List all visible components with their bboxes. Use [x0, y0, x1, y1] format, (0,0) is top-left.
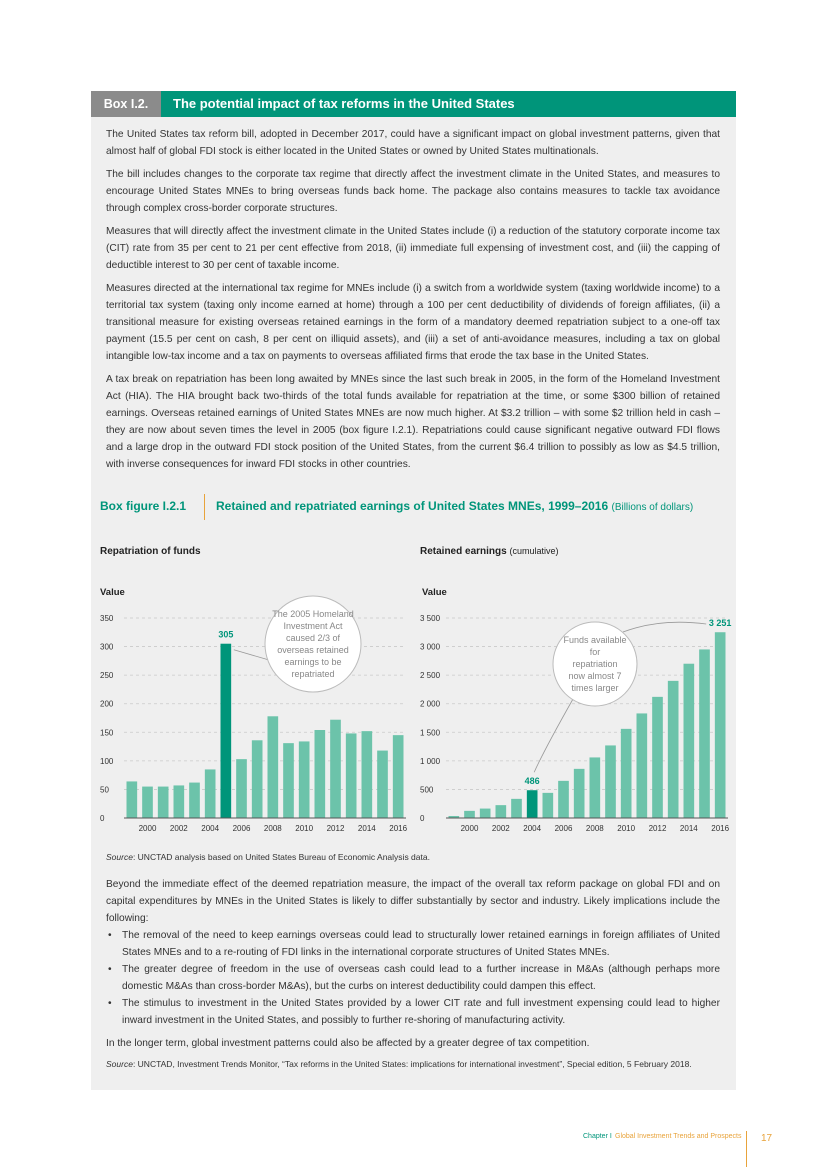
bar-2010 — [299, 741, 310, 818]
callout-text-line: Investment Act — [283, 621, 343, 631]
footer-chapter-title: Global Investment Trends and Prospects — [615, 1133, 742, 1140]
figure-label: Box figure I.2.1 — [100, 499, 187, 513]
footer-chapter-label: Chapter I — [583, 1133, 612, 1140]
bar-2012 — [330, 720, 341, 818]
bar-2014 — [684, 664, 695, 818]
bar-2011 — [315, 730, 326, 818]
x-tick-label: 2004 — [523, 824, 542, 833]
paragraph: The United States tax reform bill, adopted in December 2017, could have a significant impact on global investment patterns, given that almost half of global FDI stock is either located in the United States or owned by United States multinationals. — [106, 129, 720, 157]
bar-2000 — [142, 787, 153, 818]
figure-title — [216, 499, 693, 513]
bar-2011 — [637, 713, 648, 818]
x-tick-label: 2014 — [357, 824, 376, 833]
x-tick-label: 2000 — [138, 824, 157, 833]
implications-list — [106, 927, 720, 1029]
chart-left-title — [100, 546, 201, 557]
data-label: 3 251 — [708, 618, 732, 629]
data-label: 486 — [524, 776, 540, 787]
data-label: 305 — [218, 629, 234, 640]
box-intro-text — [106, 126, 720, 479]
x-tick-label: 2006 — [232, 824, 251, 833]
page-number: 17 — [761, 1133, 773, 1144]
list-item: • The removal of the need to keep earnings overseas could lead to structurally lower retained earnings in foreign affiliates of United States MNEs and to a re-routing of FDI links in the international corporate structures of United States MNEs. — [106, 927, 720, 961]
bar-2013 — [668, 681, 679, 818]
bar-2006 — [558, 781, 569, 818]
y-tick-label: 100 — [100, 756, 114, 766]
paragraph: A tax break on repatriation has been long awaited by MNEs since the last such break in 2005, in the form of the Homeland Investment Act (HIA). The HIA brought back two-thirds of the total funds available for repatriation at the time, or some $300 billion of retained earnings. Overseas retained earnings of United States MNEs are now much higher. At $3.2 trillion – with some $2 trillion held in cash – they are now about seven times the level in 2005 (box figure I.2.1). Repatriations could cause significant negative outward FDI flows and a large drop in the outward FDI stock position of the United States, from the current $6.4 trillion to possibly as low as $4.5 trillion, with inverse consequences for inward FDI stocks in other countries. — [106, 374, 720, 470]
x-tick-label: 2010 — [295, 824, 314, 833]
callout-text-line: times larger — [571, 683, 619, 693]
figure-unit: (Billions of dollars) — [611, 502, 694, 513]
bar-2005 — [221, 644, 232, 818]
bar-2008 — [590, 757, 601, 818]
callout-text-line: The 2005 Homeland — [272, 609, 354, 619]
bar-2002 — [174, 785, 185, 818]
bar-2002 — [496, 805, 507, 818]
y-tick-label: 50 — [100, 785, 109, 795]
y-tick-label: 350 — [100, 614, 114, 623]
callout-text-line: earnings to be — [284, 657, 342, 667]
paragraph: Measures directed at the international tax regime for MNEs include (i) a switch from a worldwide system (taxing worldwide income) to a territorial tax system (taxing only income earned at home) through a 100 per cent deductibility of dividends of foreign affiliates, (ii) a transitional measure for existing overseas retained earnings in the form of a mandatory deemed repatriation subject to a one-off tax payment (15.5 per cent on cash, 8 per cent on illiquid assets), and (iii) a set of anti-avoidance measures, including a tax on global intangible low-tax income and a tax on payments to overseas affiliated firms that erode the tax base in the United States. — [106, 283, 720, 362]
bar-2007 — [574, 769, 585, 818]
figure-title-bar — [100, 494, 730, 520]
box-label: Box I.2. — [91, 91, 161, 117]
bar-2004 — [205, 769, 216, 818]
bar-2003 — [189, 783, 200, 818]
bar-2004 — [527, 790, 538, 818]
bar-2009 — [283, 743, 294, 818]
bar-2006 — [236, 759, 247, 818]
x-tick-label: 2002 — [169, 824, 188, 833]
bar-2008 — [268, 716, 279, 818]
y-tick-label: 3 500 — [420, 614, 441, 623]
chart-right-title-text: Retained earnings — [420, 546, 507, 557]
chart-left-title-text: Repatriation of funds — [100, 546, 201, 557]
y-tick-label: 1 500 — [420, 728, 441, 738]
y-tick-label: 300 — [100, 642, 114, 652]
bar-2014 — [362, 731, 373, 818]
x-tick-label: 2016 — [711, 824, 730, 833]
list-item: • The stimulus to investment in the United States provided by a lower CIT rate and full investment expensing could lead to higher inward investment in the United States, and possibly to further re-shoring of manufacturing activity. — [106, 995, 720, 1029]
paragraph: Measures that will directly affect the investment climate in the United States include (i) a reduction of the statutory corporate income tax (CIT) rate from 35 per cent to 21 per cent effective from 2018, (ii) immediate full expensing of investment cost, and (iii) the capping of deductible interest to 30 per cent of taxable income. — [106, 226, 720, 271]
x-tick-label: 2004 — [201, 824, 220, 833]
chart-repatriation — [90, 580, 410, 840]
x-tick-label: 2006 — [554, 824, 573, 833]
bar-2010 — [621, 729, 632, 818]
box-source — [106, 1059, 692, 1069]
callout-text-line: caused 2/3 of — [285, 633, 341, 643]
callout-text — [563, 635, 626, 693]
callout-text-line: repatriated — [291, 669, 335, 679]
x-tick-label: 2014 — [679, 824, 698, 833]
box-implications-text — [106, 876, 720, 1058]
callout-leader — [234, 650, 269, 660]
x-tick-label: 2012 — [648, 824, 667, 833]
figure-divider — [204, 494, 205, 520]
bar-2009 — [605, 745, 616, 818]
y-tick-label: 3 000 — [420, 642, 441, 652]
figure-source — [106, 852, 430, 862]
y-tick-label: 200 — [100, 699, 114, 709]
x-tick-label: 2000 — [460, 824, 479, 833]
box-header — [91, 91, 736, 117]
y-tick-label: 500 — [420, 785, 434, 795]
y-tick-label: 2 500 — [420, 671, 441, 681]
footer-divider — [746, 1131, 747, 1167]
box-source-text: : UNCTAD, Investment Trends Monitor, “Tax reforms in the United States: implications for international investment”, Special edition, 5 February 2018. — [132, 1059, 692, 1069]
paragraph: The bill includes changes to the corporate tax regime that directly affect the investment climate in the United States, and measures to encourage United States MNEs to bring overseas funds back home. The package also contains measures to tackle tax avoidance through complex cross-border corporate structures. — [106, 169, 720, 214]
y-tick-label: 0 — [420, 814, 425, 823]
x-tick-label: 2012 — [326, 824, 345, 833]
list-item: • The greater degree of freedom in the use of overseas cash could lead to a further increase in M&As (although perhaps more domestic M&As than cross-border M&As), but the curbs on interest deductibility could dampen this effect. — [106, 961, 720, 995]
x-tick-label: 2016 — [389, 824, 408, 833]
bar-2005 — [543, 793, 554, 818]
bar-2003 — [511, 799, 522, 818]
x-tick-label: 2010 — [617, 824, 636, 833]
y-axis-label: Value — [422, 587, 447, 598]
x-tick-label: 2008 — [585, 824, 604, 833]
bar-2013 — [346, 733, 357, 818]
paragraph: In the longer term, global investment patterns could also be affected by a greater degree of tax competition. — [106, 1038, 590, 1049]
y-tick-label: 2 000 — [420, 699, 441, 709]
y-tick-label: 1 000 — [420, 756, 441, 766]
y-axis-label: Value — [100, 587, 125, 598]
bar-2015 — [699, 649, 710, 818]
x-tick-label: 2008 — [263, 824, 282, 833]
figure-source-text: : UNCTAD analysis based on United States Bureau of Economic Analysis data. — [132, 852, 430, 862]
x-tick-label: 2002 — [491, 824, 510, 833]
box-source-label: Source — [106, 1059, 133, 1069]
callout-text-line: overseas retained — [277, 645, 349, 655]
y-tick-label: 0 — [100, 814, 105, 823]
bar-2000 — [464, 811, 475, 818]
callout-text-line: repatriation — [572, 659, 618, 669]
bar-2012 — [652, 697, 663, 818]
callout-text-line: Funds available — [563, 635, 627, 645]
bar-2016 — [393, 735, 404, 818]
callout-text-line: for — [589, 647, 601, 657]
figure-source-label: Source — [106, 852, 133, 862]
bar-1999 — [127, 781, 138, 818]
paragraph: Beyond the immediate effect of the deemed repatriation measure, the impact of the overall tax reform package on global FDI and on capital expenditures by MNEs in the United States is likely to differ substantially by sector and industry. Likely implications include the following: — [106, 879, 720, 924]
callout-leader — [623, 622, 706, 632]
chart-retained-earnings — [410, 580, 740, 840]
chart-right-subtitle: (cumulative) — [509, 546, 559, 556]
bar-2001 — [480, 809, 491, 818]
callout-text-line: now almost 7 — [568, 671, 622, 681]
figure-title-text: Retained and repatriated earnings of United States MNEs, 1999–2016 — [216, 499, 609, 513]
y-tick-label: 250 — [100, 671, 114, 681]
y-tick-label: 150 — [100, 728, 114, 738]
box-title: The potential impact of tax reforms in the United States — [173, 96, 515, 111]
chart-right-title — [420, 546, 559, 557]
bar-2015 — [377, 751, 388, 818]
bar-2016 — [715, 632, 726, 818]
bar-2007 — [252, 740, 263, 818]
bar-2001 — [158, 787, 169, 818]
